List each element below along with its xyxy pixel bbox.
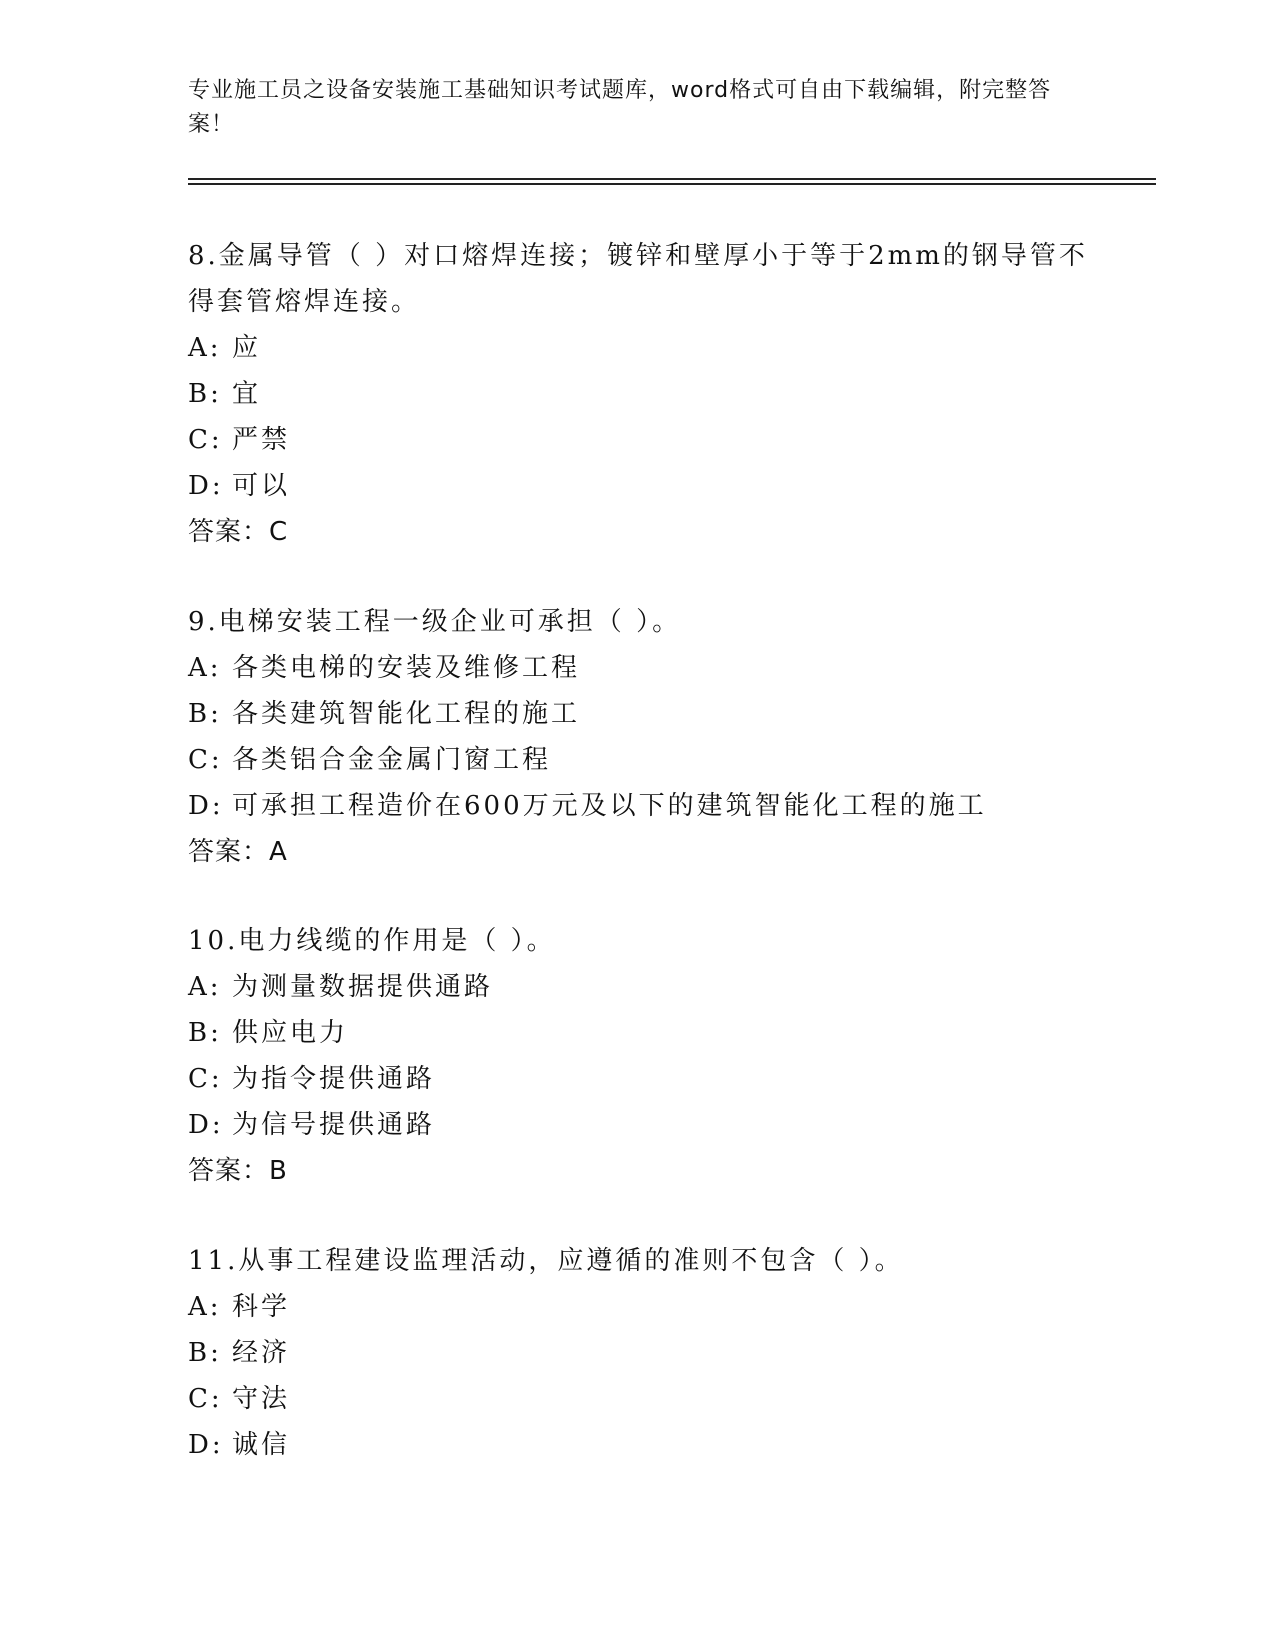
option-b — [188, 1010, 1088, 1056]
option-text: 可承担工程造价在600万元及以下的建筑智能化工程的施工 — [232, 791, 987, 821]
option-a — [188, 645, 1088, 691]
option-c — [188, 1056, 1088, 1102]
option-text: 为指令提供通路 — [232, 1064, 436, 1094]
option-letter: A: — [188, 972, 222, 1002]
option-letter: D: — [188, 471, 224, 501]
option-b — [188, 1330, 1088, 1376]
option-a — [188, 964, 1088, 1010]
option-text: 各类电梯的安装及维修工程 — [232, 653, 581, 683]
option-d — [188, 1102, 1088, 1148]
option-letter: A: — [188, 333, 222, 363]
option-c — [188, 1376, 1088, 1422]
option-text: 宜 — [232, 379, 262, 409]
option-text: 各类铝合金金属门窗工程 — [232, 745, 552, 775]
question-11 — [188, 1238, 1088, 1468]
option-text: 为信号提供通路 — [232, 1110, 436, 1140]
option-text: 经济 — [232, 1338, 291, 1368]
question-9 — [188, 599, 1088, 875]
option-d — [188, 783, 1088, 829]
option-letter: B: — [188, 1338, 222, 1368]
option-letter: B: — [188, 379, 222, 409]
answer-line: 答案：B — [188, 1156, 288, 1186]
question-stem: 8.金属导管（ ）对口熔焊连接；镀锌和壁厚小于等于2mm的钢导管不得套管熔焊连接。 — [188, 241, 1088, 317]
question-stem: 10.电力线缆的作用是（ ）。 — [188, 926, 556, 956]
document-header: 专业施工员之设备安装施工基础知识考试题库，word格式可自由下载编辑，附完整答案！ — [188, 78, 1052, 137]
option-letter: A: — [188, 1292, 222, 1322]
option-letter: A: — [188, 653, 222, 683]
option-letter: D: — [188, 1430, 224, 1460]
answer-line: 答案：A — [188, 837, 288, 867]
option-b — [188, 691, 1088, 737]
option-text: 各类建筑智能化工程的施工 — [232, 699, 581, 729]
option-text: 严禁 — [232, 425, 291, 455]
option-c — [188, 417, 1088, 463]
option-text: 守法 — [232, 1384, 291, 1414]
option-text: 可以 — [232, 471, 291, 501]
option-letter: B: — [188, 1018, 222, 1048]
option-letter: D: — [188, 1110, 224, 1140]
option-letter: B: — [188, 699, 222, 729]
option-letter: C: — [188, 1064, 223, 1094]
option-letter: C: — [188, 745, 223, 775]
option-d — [188, 463, 1088, 509]
option-c — [188, 737, 1088, 783]
question-stem: 11.从事工程建设监理活动，应遵循的准则不包含（ ）。 — [188, 1246, 904, 1276]
option-text: 科学 — [232, 1292, 291, 1322]
option-a — [188, 1284, 1088, 1330]
question-10 — [188, 918, 1088, 1194]
option-letter: D: — [188, 791, 224, 821]
option-text: 应 — [232, 333, 262, 363]
option-text: 为测量数据提供通路 — [232, 972, 494, 1002]
option-letter: C: — [188, 425, 223, 455]
option-d — [188, 1422, 1088, 1468]
header-divider-bottom — [188, 183, 1156, 185]
question-8 — [188, 233, 1088, 555]
option-a — [188, 325, 1088, 371]
option-text: 诚信 — [232, 1430, 291, 1460]
header-divider-top — [188, 178, 1156, 180]
question-stem: 9.电梯安装工程一级企业可承担（ ）。 — [188, 607, 682, 637]
answer-line: 答案：C — [188, 517, 289, 547]
option-text: 供应电力 — [232, 1018, 349, 1048]
option-letter: C: — [188, 1384, 223, 1414]
option-b — [188, 371, 1088, 417]
